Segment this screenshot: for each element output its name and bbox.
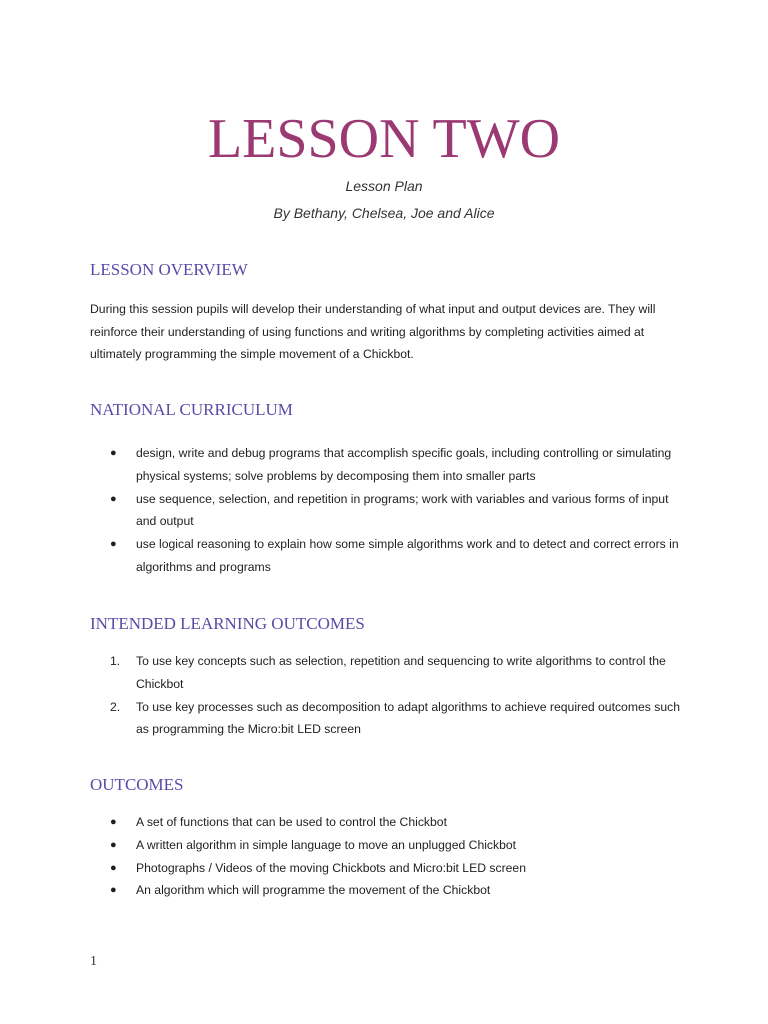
list-item (90, 834, 680, 857)
overview-paragraph: During this session pupils will develop their understanding of what input and output devices are. They will reinforce their understanding of using functions and writing algorithms by completing activities aimed at ultimately programming the simple movement of a Chickbot. (90, 302, 656, 361)
list-item-text: A written algorithm in simple language to move an unplugged Chickbot (136, 837, 517, 852)
list-item-text: An algorithm which will programme the movement of the Chickbot (136, 883, 491, 898)
heading-lesson-overview: LESSON OVERVIEW (90, 260, 248, 279)
list-item (90, 442, 680, 488)
list-number: 1. (110, 654, 121, 668)
bullet-icon: ● (110, 816, 117, 828)
document-title: LESSON TWO (207, 108, 561, 170)
document-subtitle: Lesson Plan (345, 178, 423, 194)
list-number: 2. (110, 699, 121, 714)
list-item (90, 857, 680, 880)
bullet-icon: ● (110, 838, 117, 851)
bullet-icon: ● (110, 538, 117, 551)
learning-outcomes-list (90, 650, 680, 741)
list-item (90, 533, 680, 579)
list-item-text: To use key processes such as decomposition to adapt algorithms to achieve required outcomes such as programming the Micro:bit LED screen (136, 699, 680, 737)
heading-intended-learning-outcomes: INTENDED LEARNING OUTCOMES (90, 614, 365, 633)
outcomes-list (90, 811, 680, 902)
list-item-text: Photographs / Videos of the moving Chickbots and Micro:bit LED screen (136, 860, 526, 875)
bullet-icon: ● (110, 884, 117, 897)
bullet-icon: ● (110, 492, 117, 505)
heading-outcomes: OUTCOMES (90, 775, 184, 794)
page-number: 1 (90, 954, 97, 969)
document-authors: By Bethany, Chelsea, Joe and Alice (273, 205, 495, 221)
list-item-text: A set of functions that can be used to control the Chickbot (136, 815, 447, 829)
bullet-icon: ● (110, 861, 117, 874)
list-item (90, 811, 680, 834)
list-item-text: use logical reasoning to explain how some simple algorithms work and to detect and correct errors in algorithms and programs (136, 537, 679, 574)
list-item (90, 488, 680, 534)
heading-national-curriculum: NATIONAL CURRICULUM (90, 400, 293, 419)
list-item-text: use sequence, selection, and repetition in programs; work with variables and various forms of input and output (136, 491, 669, 529)
list-item (90, 696, 680, 742)
list-item-text: To use key concepts such as selection, repetition and sequencing to write algorithms to control the Chickbot (136, 654, 666, 691)
list-item (90, 650, 680, 696)
curriculum-list (90, 442, 680, 579)
bullet-icon: ● (110, 447, 117, 459)
list-item-text: design, write and debug programs that accomplish specific goals, including controlling or simulating physical systems; solve problems by decomposing them into smaller parts (136, 446, 672, 483)
list-item (90, 879, 680, 902)
